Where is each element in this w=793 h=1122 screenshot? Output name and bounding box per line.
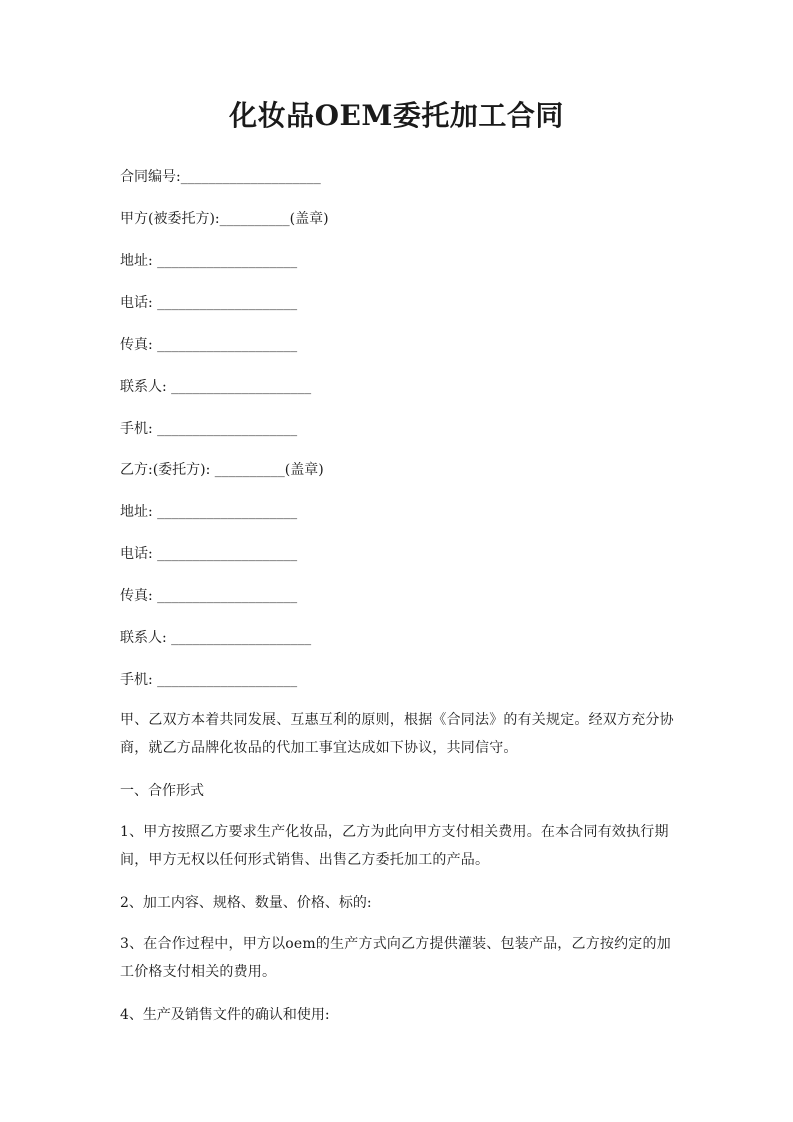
- party-a-fax: 传真: ____________________: [120, 337, 298, 353]
- party-a-contact: 联系人: ____________________: [120, 379, 312, 395]
- party-b-mobile: 手机: ____________________: [120, 672, 298, 688]
- party-b-contact: 联系人: ____________________: [120, 630, 312, 646]
- document-title: 化妆品OEM委托加工合同: [229, 99, 564, 132]
- party-a-heading: 甲方(被委托方):__________(盖章): [120, 211, 329, 227]
- party-b-fax: 传真: ____________________: [120, 588, 298, 604]
- party-b-phone: 电话: ____________________: [120, 546, 298, 562]
- party-b-heading: 乙方:(委托方): __________(盖章): [120, 462, 324, 478]
- section-heading-cooperation: 一、合作形式: [120, 783, 204, 799]
- clause-2: 2、加工内容、规格、数量、价格、标的:: [120, 895, 372, 911]
- clause-3: 3、在合作过程中，甲方以oem的生产方式向乙方提供灌装、包装产品，乙方按约定的加工价格支付相关的费用。: [120, 936, 671, 980]
- party-a-address: 地址: ____________________: [120, 253, 298, 269]
- contract-number-field: 合同编号:____________________: [120, 169, 321, 185]
- party-a-mobile: 手机: ____________________: [120, 421, 298, 437]
- party-b-address: 地址: ____________________: [120, 504, 298, 520]
- clause-4: 4、生产及销售文件的确认和使用:: [120, 1007, 330, 1023]
- clause-1: 1、甲方按照乙方要求生产化妆品，乙方为此向甲方支付相关费用。在本合同有效执行期间，甲方无权以任何形式销售、出售乙方委托加工的产品。: [120, 824, 669, 868]
- preamble-paragraph: 甲、乙双方本着共同发展、互惠互利的原则，根据《合同法》的有关规定。经双方充分协商，就乙方品牌化妆品的代加工事宜达成如下协议，共同信守。: [120, 712, 674, 756]
- party-a-phone: 电话: ____________________: [120, 295, 298, 311]
